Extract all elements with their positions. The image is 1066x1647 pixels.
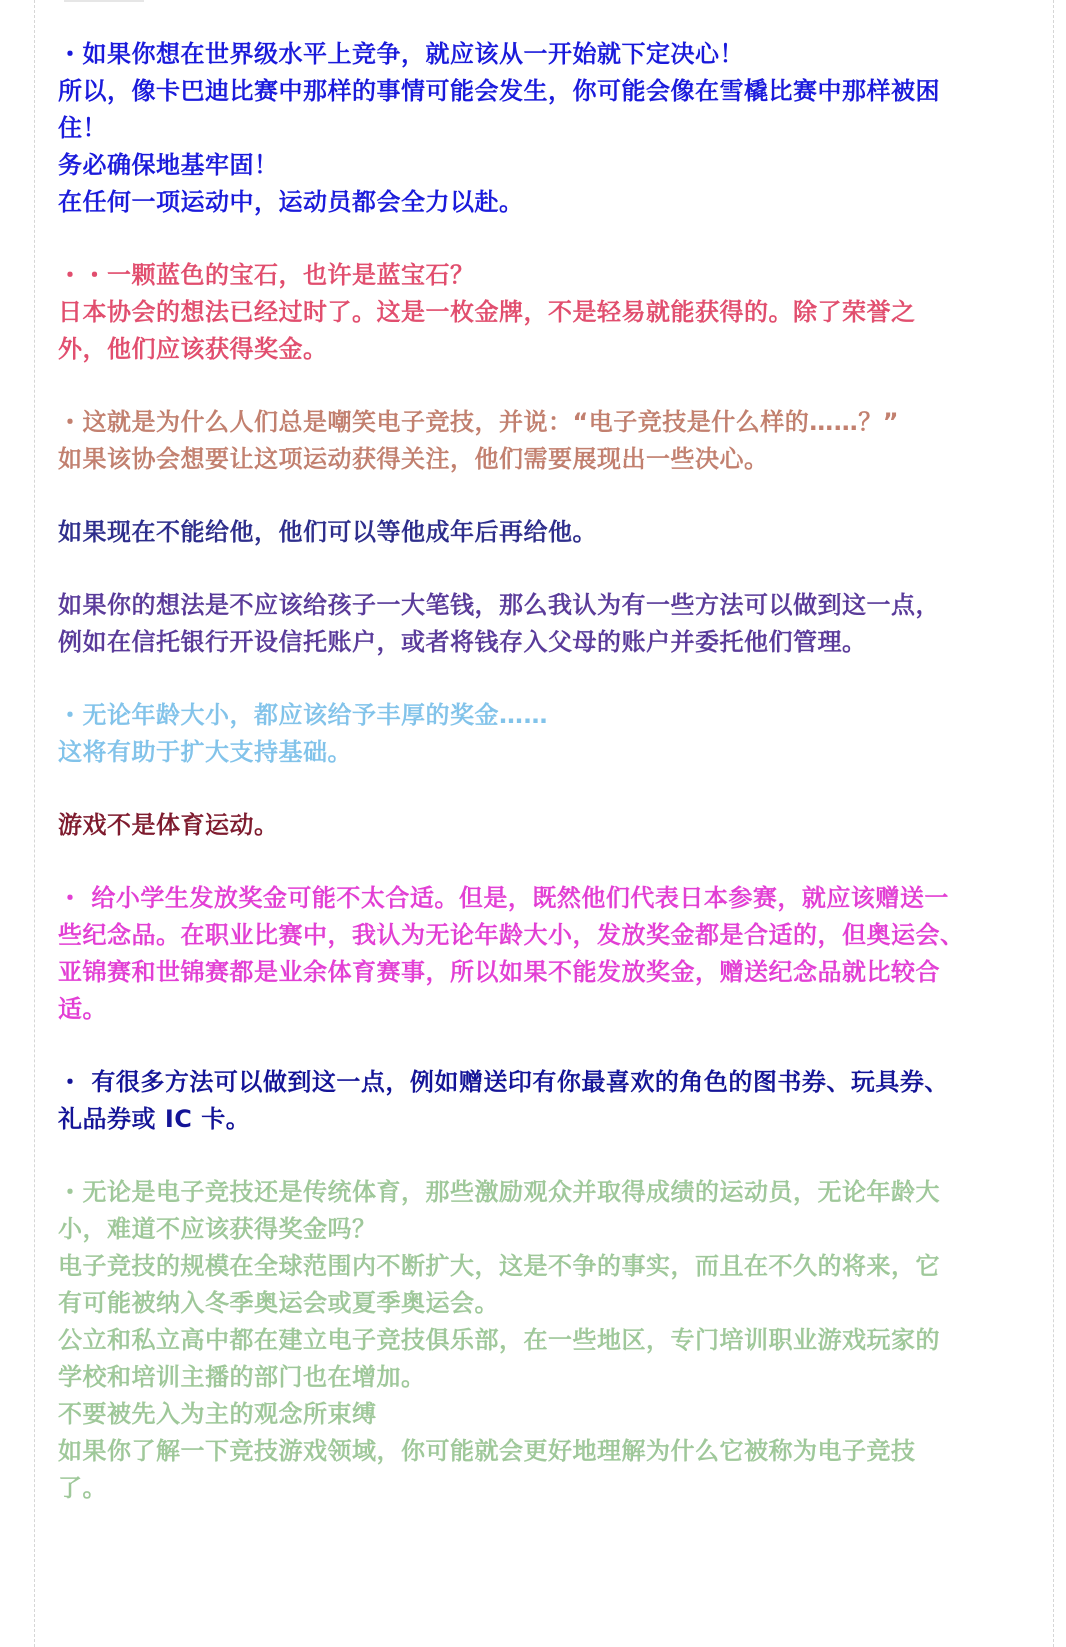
comment-line: ・ 给小学生发放奖金可能不太合适。但是，既然他们代表日本参赛，就应该赠送一 <box>58 884 949 912</box>
comment-line: ・ 有很多方法可以做到这一点，例如赠送印有你最喜欢的角色的图书券、玩具券、 <box>58 1068 949 1096</box>
comment-line: 务必确保地基牢固！ <box>58 151 279 179</box>
comment-block-4 <box>58 514 1033 551</box>
comment-block-7 <box>58 807 1033 844</box>
comment-line: 小，难道不应该获得奖金吗？ <box>58 1215 377 1243</box>
comment-line: ・无论是电子竞技还是传统体育，那些激励观众并取得成绩的运动员，无论年龄大 <box>58 1178 940 1206</box>
comment-list <box>58 36 1033 1543</box>
comment-line: 例如在信托银行开设信托账户，或者将钱存入父母的账户并委托他们管理。 <box>58 628 867 656</box>
comment-line: ・无论年龄大小，都应该给予丰厚的奖金…… <box>58 701 548 729</box>
top-divider <box>64 0 144 2</box>
comment-block-9 <box>58 1064 1033 1138</box>
comment-line: ・・一颗蓝色的宝石，也许是蓝宝石？ <box>58 261 475 289</box>
comment-line: 所以，像卡巴迪比赛中那样的事情可能会发生，你可能会像在雪橇比赛中那样被困 <box>58 77 940 105</box>
comment-line: 如果你的想法是不应该给孩子一大笔钱，那么我认为有一些方法可以做到这一点， <box>58 591 940 619</box>
comment-line: 公立和私立高中都在建立电子竞技俱乐部，在一些地区，专门培训职业游戏玩家的 <box>58 1326 940 1354</box>
comment-line: 礼品券或 IC 卡。 <box>58 1105 251 1133</box>
comment-line: ・如果你想在世界级水平上竞争，就应该从一开始就下定决心！ <box>58 40 744 68</box>
comment-block-2 <box>58 257 1033 368</box>
comment-block-6 <box>58 697 1033 771</box>
comment-block-8 <box>58 880 1033 1028</box>
comment-line: 在任何一项运动中，运动员都会全力以赴。 <box>58 188 524 216</box>
comment-line: 电子竞技的规模在全球范围内不断扩大，这是不争的事实，而且在不久的将来，它 <box>58 1252 940 1280</box>
comment-block-5 <box>58 587 1033 661</box>
comment-line: 外，他们应该获得奖金。 <box>58 335 328 363</box>
comment-block-3 <box>58 404 1033 478</box>
comment-block-10 <box>58 1174 1033 1507</box>
comment-block-1 <box>58 36 1033 221</box>
comment-line: 适。 <box>58 995 107 1023</box>
comment-line: 亚锦赛和世锦赛都是业余体育赛事，所以如果不能发放奖金，赠送纪念品就比较合 <box>58 958 940 986</box>
comment-line: 有可能被纳入冬季奥运会或夏季奥运会。 <box>58 1289 499 1317</box>
comment-line: 如果该协会想要让这项运动获得关注，他们需要展现出一些决心。 <box>58 445 769 473</box>
comment-line: 住！ <box>58 114 107 142</box>
comment-line: 些纪念品。在职业比赛中，我认为无论年龄大小，发放奖金都是合适的，但奥运会、 <box>58 921 965 949</box>
comment-line: 学校和培训主播的部门也在增加。 <box>58 1363 426 1391</box>
comment-line: 游戏不是体育运动。 <box>58 811 279 839</box>
comment-line: 不要被先入为主的观念所束缚 <box>58 1400 377 1428</box>
comment-line: 这将有助于扩大支持基础。 <box>58 738 352 766</box>
comment-line: 如果你了解一下竞技游戏领域，你可能就会更好地理解为什么它被称为电子竞技 <box>58 1437 916 1465</box>
comment-line: 了。 <box>58 1474 107 1502</box>
comment-line: ・这就是为什么人们总是嘲笑电子竞技，并说：“电子竞技是什么样的……？” <box>58 408 900 436</box>
comment-line: 如果现在不能给他，他们可以等他成年后再给他。 <box>58 518 597 546</box>
comment-line: 日本协会的想法已经过时了。这是一枚金牌，不是轻易就能获得的。除了荣誉之 <box>58 298 916 326</box>
